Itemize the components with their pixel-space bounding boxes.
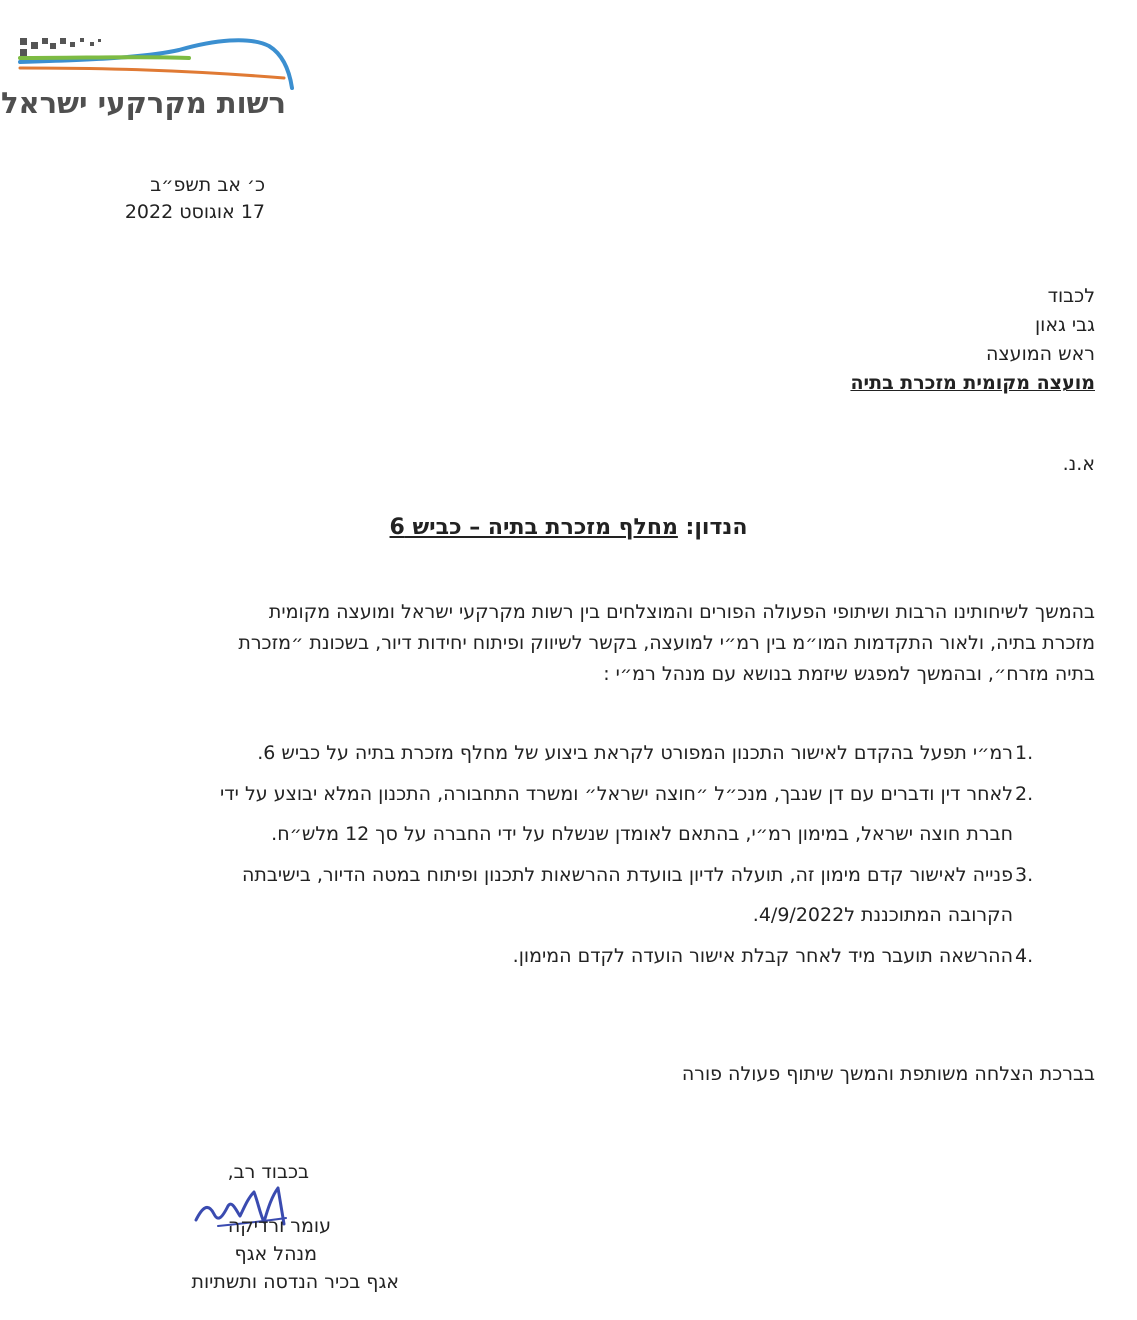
- closing-line: בברכת הצלחה משותפת והמשך שיתוף פעולה פורה: [681, 1063, 1095, 1085]
- subject-label: הנדון:: [685, 515, 748, 540]
- recipient-organization: מועצה מקומית מזכרת בתיה: [850, 372, 1095, 394]
- greeting: א.נ.: [1062, 453, 1095, 475]
- recipient-block: [850, 282, 1095, 398]
- signer-title: מנהל אגף: [234, 1243, 317, 1265]
- recipient-title: ראש המועצה: [986, 343, 1095, 365]
- recipient-name: גבי גאון: [1035, 314, 1095, 336]
- list-item-text: רמ״י תפעל בהקדם לאישור התכנון המפורט לקראת ביצוע של מחלף מזכרת בתיה על כביש 6.: [257, 742, 1013, 764]
- subject-text: מחלף מזכרת בתיה – כביש 6: [389, 515, 678, 540]
- list-item-text: חברת חוצה ישראל, במימון רמ״י, בהתאם לאומדן שנשלח על ידי החברה על סך 12 מלש״ח.: [271, 823, 1013, 845]
- list-item-text: פנייה לאישור קדם מימון זה, תועלה לדיון בוועדת ההרשאות לתכנון ופיתוח במטה הדיור, בישיבתה: [241, 864, 1013, 886]
- list-item-text: לאחר דין ודברים עם דן שנבך, מנכ״ל ״חוצה ישראל״ ומשרד התחבורה, התכנון המלא יבוצע על ידי: [220, 783, 1013, 805]
- body-paragraph: [10, 597, 1095, 690]
- body-line: בהמשך לשיחותינו הרבות ושיתופי הפעולה הפורים והמוצלחים בין רשות מקרקעי ישראל ומועצה מקומית: [268, 601, 1095, 623]
- subject-line: [0, 515, 1137, 540]
- list-item-text: הקרובה המתוכננת ל4/9/2022.: [752, 904, 1013, 926]
- body-line: בתיה מזרח״, ובהמשך למפגש שיזמת בנושא עם מנהל רמ״י :: [603, 663, 1095, 685]
- regards: בכבוד רב,: [227, 1161, 309, 1183]
- gregorian-date: 17 אוגוסט 2022: [124, 201, 265, 223]
- recipient-salutation: לכבוד: [1047, 285, 1095, 307]
- signer-name: עומר ורדיקה: [227, 1215, 331, 1237]
- hebrew-date: כ׳ אב תשפ״ב: [150, 174, 265, 196]
- list-item-number: 1.: [1015, 742, 1034, 764]
- signer-department: אגף בכיר הנדסה ותשתיות: [191, 1271, 399, 1293]
- list-item-number: 3.: [1015, 864, 1034, 886]
- list-item-number: 4.: [1015, 945, 1034, 967]
- list-item-number: 2.: [1015, 783, 1034, 805]
- org-name: רשות מקרקעי ישראל: [0, 86, 286, 120]
- list-item-text: ההרשאה תועבר מיד לאחר קבלת אישור הועדה לקדם המימון.: [512, 945, 1013, 967]
- body-line: מזכרת בתיה, ולאור התקדמות המו״מ בין רמ״י למועצה, בקשר לשיווק ופיתוח יחידות דיור, בשכונת ״מזכרת: [238, 632, 1095, 654]
